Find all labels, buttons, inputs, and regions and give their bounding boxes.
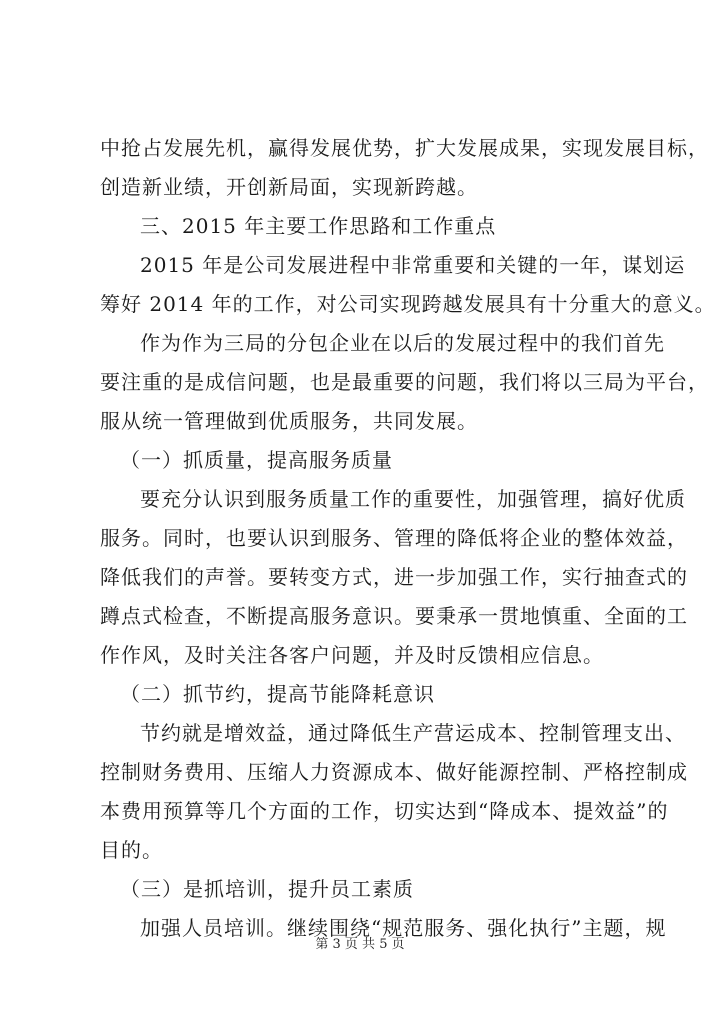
text-line: 节约就是增效益，通过降低生产营运成本、控制管理支出、 — [140, 721, 686, 745]
text-line: 加强人员培训。继续围绕“规范服务、强化执行”主题，规 — [140, 916, 667, 940]
text-line: 筹好 2014 年的工作，对公司实现跨越发展具有十分重大的意义。 — [100, 292, 716, 316]
text-line: 中抢占发展先机，赢得发展优势，扩大发展成果，实现发展目标， — [100, 136, 709, 160]
page-footer: 第 3 页 共 5 页 — [315, 937, 405, 952]
text-line: 蹲点式检查，不断提高服务意识。要秉承一贯地慎重、全面的工 — [100, 604, 688, 628]
text-line: 控制财务费用、压缩人力资源成本、做好能源控制、严格控制成 — [100, 760, 688, 784]
subsection-heading: （三）是抓培训，提升员工素质 — [120, 877, 414, 901]
text-line: 服从统一管理做到优质服务，共同发展。 — [100, 409, 478, 433]
subsection-heading: （二）抓节约，提高节能降耗意识 — [120, 682, 435, 706]
text-line: 要充分认识到服务质量工作的重要性，加强管理，搞好优质 — [140, 487, 686, 511]
text-line: 要注重的是成信问题，也是最重要的问题，我们将以三局为平台， — [100, 370, 709, 394]
text-line: 作为作为三局的分包企业在以后的发展过程中的我们首先 — [140, 331, 665, 355]
section-heading: 三、2015 年主要工作思路和工作重点 — [140, 214, 497, 238]
text-line: 创造新业绩，开创新局面，实现新跨越。 — [100, 175, 478, 199]
subsection-heading: （一）抓质量，提高服务质量 — [120, 448, 393, 472]
text-line: 目的。 — [100, 838, 163, 862]
text-line: 降低我们的声誉。要转变方式，进一步加强工作，实行抽查式的 — [100, 565, 688, 589]
text-line: 服务。同时，也要认识到服务、管理的降低将企业的整体效益， — [100, 526, 688, 550]
text-line: 作作风，及时关注各客户问题，并及时反馈相应信息。 — [100, 643, 604, 667]
text-line: 2015 年是公司发展进程中非常重要和关键的一年，谋划运 — [140, 253, 686, 277]
text-line: 本费用预算等几个方面的工作，切实达到“降成本、提效益”的 — [100, 799, 669, 823]
